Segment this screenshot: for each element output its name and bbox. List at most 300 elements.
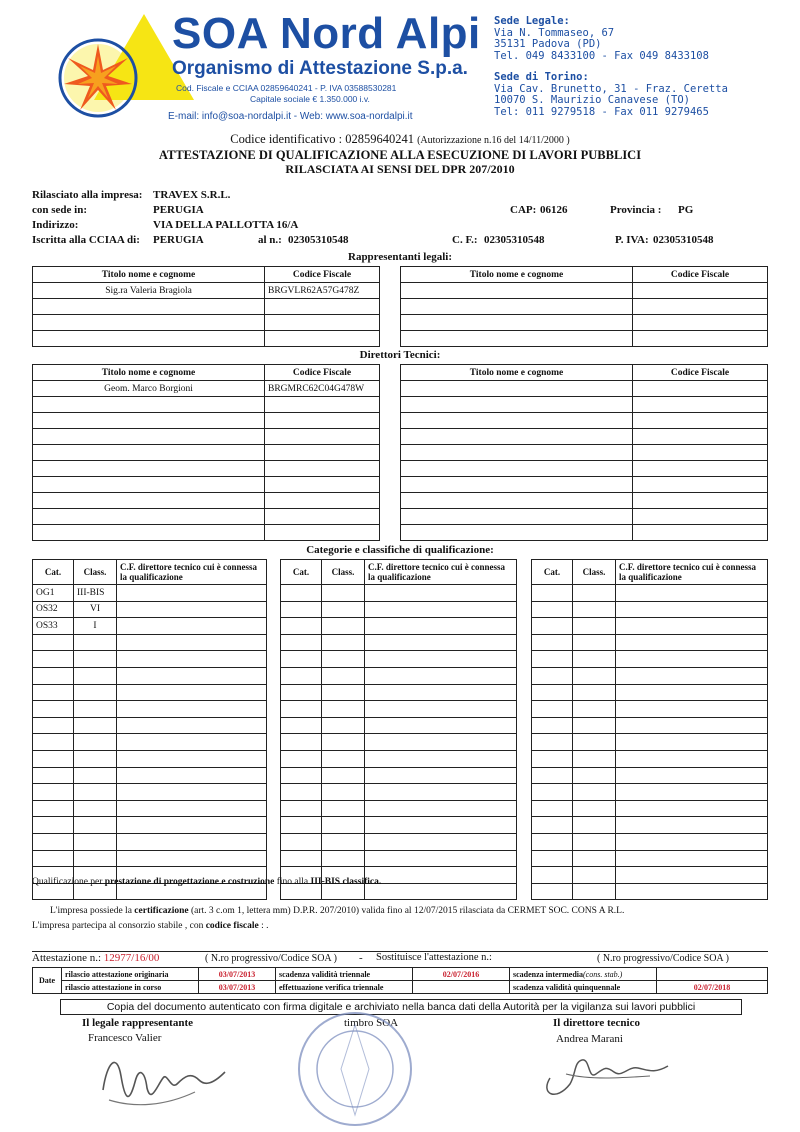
empty-cell [33, 767, 74, 784]
table-row [401, 461, 768, 477]
empty-cell [616, 601, 768, 618]
empty-cell [401, 493, 633, 509]
empty-cell [265, 397, 380, 413]
empty-cell [33, 397, 265, 413]
table-row [33, 981, 768, 994]
empty-cell [281, 684, 322, 701]
empty-cell [33, 717, 74, 734]
consorzio-note [32, 921, 269, 931]
aln-label: al n.: [258, 234, 282, 246]
empty-cell [33, 445, 265, 461]
empty-cell [281, 800, 322, 817]
empty-cell [265, 525, 380, 541]
empty-cell [365, 634, 517, 651]
col-name-header: Titolo nome e cognome [401, 267, 633, 283]
empty-cell [573, 734, 616, 751]
empty-cell [616, 684, 768, 701]
table-row [532, 784, 768, 801]
empty-cell [322, 800, 365, 817]
empty-cell [322, 618, 365, 635]
empty-cell [365, 817, 517, 834]
rep-name [401, 299, 633, 315]
empty-cell [616, 651, 768, 668]
table-row [532, 601, 768, 618]
empty-cell [616, 618, 768, 635]
table-row [281, 601, 517, 618]
date-value-cell: 03/07/2013 [199, 981, 276, 994]
director-name: Andrea Marani [556, 1033, 623, 1045]
table-row [401, 429, 768, 445]
empty-cell [365, 750, 517, 767]
table-row [281, 684, 517, 701]
empty-cell [365, 585, 517, 602]
legal-signature-icon [95, 1042, 235, 1112]
empty-cell [616, 734, 768, 751]
empty-cell [573, 817, 616, 834]
empty-cell [532, 883, 573, 900]
table-row [532, 717, 768, 734]
cf-cell [117, 618, 267, 635]
empty-cell [117, 717, 267, 734]
empty-cell [616, 701, 768, 718]
rep-name [401, 331, 633, 347]
empty-cell [117, 651, 267, 668]
aln-value: 02305310548 [288, 234, 349, 246]
empty-cell [322, 750, 365, 767]
empty-cell [532, 601, 573, 618]
empty-cell [281, 601, 322, 618]
table-row [33, 750, 267, 767]
empty-cell [532, 750, 573, 767]
empty-cell [532, 767, 573, 784]
empty-cell [365, 667, 517, 684]
empty-cell [33, 525, 265, 541]
categories-table-1 [32, 559, 267, 900]
code-label: Codice identificativo : [230, 132, 343, 146]
empty-cell [633, 381, 768, 397]
empty-cell [573, 585, 616, 602]
empty-cell [616, 634, 768, 651]
empty-cell [633, 461, 768, 477]
empty-cell [265, 493, 380, 509]
empty-cell [573, 767, 616, 784]
empty-cell [281, 585, 322, 602]
table-row [281, 701, 517, 718]
table-row [33, 445, 380, 461]
rep-cf [633, 283, 768, 299]
table-row [401, 381, 768, 397]
empty-cell [616, 585, 768, 602]
empty-cell [117, 684, 267, 701]
col-name-header: Titolo nome e cognome [33, 267, 265, 283]
empty-cell [74, 767, 117, 784]
date-label-cell: scadenza validità quinquennale [510, 981, 657, 994]
empty-cell [365, 734, 517, 751]
cf-cell [117, 585, 267, 602]
progressivo-2: ( N.ro progressivo/Codice SOA ) [597, 953, 729, 964]
empty-cell [616, 667, 768, 684]
col-class-header: Class. [322, 560, 365, 585]
table-row [281, 585, 517, 602]
logo-star-icon [56, 36, 140, 120]
empty-cell [573, 651, 616, 668]
empty-cell [281, 734, 322, 751]
fiscal-line: Cod. Fiscale e CCIAA 02859640241 - P. IVA 03588530281 [176, 83, 397, 93]
empty-rows [33, 634, 267, 900]
table-row [33, 315, 380, 331]
empty-cell [532, 833, 573, 850]
qualif-mid: fino alla [276, 877, 309, 887]
director-title: Il direttore tecnico [553, 1017, 640, 1029]
table-row [532, 883, 768, 900]
cciaa-label: Iscritta alla CCIAA di: [32, 234, 140, 246]
empty-cell [573, 684, 616, 701]
empty-rows [33, 397, 380, 541]
empty-cell [532, 634, 573, 651]
table-row [281, 634, 517, 651]
sede-value: PERUGIA [153, 204, 204, 216]
empty-cell [322, 833, 365, 850]
empty-cell [117, 734, 267, 751]
empty-cell [117, 800, 267, 817]
empty-cell [33, 509, 265, 525]
empty-cell [532, 585, 573, 602]
empty-cell [573, 883, 616, 900]
col-cat-header: Cat. [532, 560, 573, 585]
qualif-bold: prestazione di progettazione e costruzione [104, 877, 275, 887]
empty-cell [74, 833, 117, 850]
empty-cell [365, 784, 517, 801]
empty-cell [117, 701, 267, 718]
empty-cell [365, 684, 517, 701]
date-value-cell [657, 968, 768, 981]
empty-cell [616, 800, 768, 817]
consorzio-pre: L'impresa partecipa al consorzio stabile [32, 921, 183, 931]
table-row [532, 750, 768, 767]
directors-title: Direttori Tecnici: [359, 349, 441, 361]
empty-cell [281, 850, 322, 867]
document-title: ATTESTAZIONE DI QUALIFICAZIONE ALLA ESECUZIONE DI LAVORI PUBBLICI [158, 148, 642, 162]
indirizzo-label: Indirizzo: [32, 219, 79, 231]
empty-cell [532, 800, 573, 817]
empty-cell [281, 833, 322, 850]
table-row [33, 618, 267, 635]
code-line [0, 132, 800, 147]
empty-cell [401, 525, 633, 541]
empty-cell [322, 634, 365, 651]
table-row [281, 651, 517, 668]
empty-cell [365, 800, 517, 817]
table-row [33, 651, 267, 668]
empty-cell [365, 618, 517, 635]
representatives-title: Rappresentanti legali: [348, 251, 452, 263]
empty-cell [74, 684, 117, 701]
table-row [532, 684, 768, 701]
empty-cell [74, 800, 117, 817]
col-cf-header: Codice Fiscale [633, 267, 768, 283]
col-class-header: Class. [74, 560, 117, 585]
empty-cell [33, 429, 265, 445]
empty-cell [365, 701, 517, 718]
cciaa-value: PERUGIA [153, 234, 204, 246]
representatives-table-right [400, 266, 768, 347]
representatives-table-left [32, 266, 380, 347]
table-row [33, 283, 380, 299]
empty-cell [117, 634, 267, 651]
document-subtitle: RILASCIATA AI SENSI DEL DPR 207/2010 [285, 162, 515, 176]
empty-cell [401, 477, 633, 493]
director-signature-icon [530, 1044, 680, 1104]
rep-cf [265, 315, 380, 331]
empty-cell [616, 850, 768, 867]
empty-rows [532, 585, 768, 900]
categories-table-3 [531, 559, 768, 900]
table-row [33, 667, 267, 684]
empty-cell [74, 717, 117, 734]
empty-cell [265, 413, 380, 429]
table-row [33, 413, 380, 429]
table-row [401, 299, 768, 315]
empty-cell [322, 601, 365, 618]
col-cf-header: C.F. direttore tecnico cui è connessa la qualificazione [117, 560, 267, 585]
empty-cell [74, 734, 117, 751]
empty-cell [573, 667, 616, 684]
table-row [33, 509, 380, 525]
empty-cell [281, 634, 322, 651]
categories-title: Categorie e classifiche di qualificazione: [306, 544, 494, 556]
certificazione-note [50, 906, 624, 916]
date-label: Date [33, 968, 62, 994]
empty-cell [573, 784, 616, 801]
cert-post: (art. 3 c.om 1, lettera mm) D.P.R. 207/2010) valida fino al 12/07/2015 rilasciata da CERMET SOC. CONS A R.L. [191, 906, 625, 916]
categories-table-2 [280, 559, 517, 900]
cap-label: CAP: [510, 204, 537, 216]
col-cf-header: Codice Fiscale [265, 267, 380, 283]
empty-cell [322, 717, 365, 734]
code-value: 02859640241 [345, 132, 414, 146]
empty-cell [532, 717, 573, 734]
date-label-cell: rilascio attestazione in corso [62, 981, 199, 994]
empty-cell [532, 618, 573, 635]
col-cf-header: Codice Fiscale [633, 365, 768, 381]
sede-legale-line: Tel. 049 8433100 - Fax 049 8433108 [494, 49, 709, 62]
class-cell: I [74, 618, 117, 635]
col-cf-header: C.F. direttore tecnico cui è connessa la qualificazione [616, 560, 768, 585]
indirizzo-value: VIA DELLA PALLOTTA 16/A [153, 219, 299, 231]
att-dash: - [359, 952, 363, 964]
cert-bold: certificazione [134, 906, 189, 916]
empty-cell [573, 850, 616, 867]
empty-cell [365, 651, 517, 668]
empty-cell [322, 585, 365, 602]
empty-cell [117, 784, 267, 801]
empty-cell [616, 750, 768, 767]
sede-legale-line: Via N. Tommaseo, 67 [494, 26, 615, 39]
table-row [532, 634, 768, 651]
empty-cell [573, 701, 616, 718]
empty-cell [281, 817, 322, 834]
table-row [33, 684, 267, 701]
col-cat-header: Cat. [33, 560, 74, 585]
empty-cell [322, 701, 365, 718]
empty-cell [74, 634, 117, 651]
empty-cell [401, 429, 633, 445]
rep-cf [265, 331, 380, 347]
date-value-cell: 03/07/2013 [199, 968, 276, 981]
qualificazione-note [32, 877, 381, 887]
empty-cell [365, 850, 517, 867]
empty-cell [33, 461, 265, 477]
empty-cell [33, 701, 74, 718]
table-row [401, 331, 768, 347]
date-value-cell: 02/07/2018 [657, 981, 768, 994]
empty-cell [281, 750, 322, 767]
empty-cell [33, 734, 74, 751]
empty-cell [117, 767, 267, 784]
table-row [281, 734, 517, 751]
table-row [401, 397, 768, 413]
table-row [33, 477, 380, 493]
empty-cell [573, 800, 616, 817]
brand-subtitle: Organismo di Attestazione S.p.a. [172, 58, 468, 79]
table-row [401, 413, 768, 429]
table-row [281, 800, 517, 817]
table-row [33, 585, 267, 602]
empty-cell [281, 784, 322, 801]
brand-name: SOA Nord Alpi [172, 9, 481, 58]
empty-cell [33, 667, 74, 684]
empty-cell [281, 651, 322, 668]
director-cf: BRGMRC62C04G478W [265, 381, 380, 397]
director-name: Geom. Marco Borgioni [33, 381, 265, 397]
table-row [281, 850, 517, 867]
empty-cell [281, 767, 322, 784]
sede-torino-line: Via Cav. Brunetto, 31 - Fraz. Ceretta [494, 82, 728, 95]
empty-cell [616, 784, 768, 801]
empty-cell [117, 667, 267, 684]
rep-name: Sig.ra Valeria Bragiola [33, 283, 265, 299]
cat-cell: OS33 [33, 618, 74, 635]
empty-cell [532, 817, 573, 834]
directors-table-left [32, 364, 380, 541]
empty-cell [616, 817, 768, 834]
empty-cell [365, 717, 517, 734]
empty-cell [74, 817, 117, 834]
empty-cell [633, 445, 768, 461]
date-value-cell: 02/07/2016 [413, 968, 510, 981]
empty-cell [74, 701, 117, 718]
capital-line: Capitale sociale € 1.350.000 i.v. [250, 94, 370, 104]
rilasciato-label: Rilasciato alla impresa: [32, 189, 143, 201]
table-row [532, 833, 768, 850]
empty-cell [616, 883, 768, 900]
table-row [401, 477, 768, 493]
rep-cf: BRGVLR62A57G478Z [265, 283, 380, 299]
att-num-value: 12977/16/00 [103, 952, 160, 964]
cap-value: 06126 [540, 204, 568, 216]
table-row [532, 800, 768, 817]
table-row [33, 461, 380, 477]
provincia-value: PG [678, 204, 694, 216]
empty-cell [573, 634, 616, 651]
rep-cf [265, 299, 380, 315]
empty-cell [74, 651, 117, 668]
table-row [33, 800, 267, 817]
col-name-header: Titolo nome e cognome [401, 365, 633, 381]
table-row [281, 817, 517, 834]
empty-cell [616, 767, 768, 784]
legal-name: Francesco Valier [88, 1032, 162, 1044]
empty-cell [573, 867, 616, 884]
empty-cell [532, 667, 573, 684]
qualif-pre: Qualificazione per [32, 877, 103, 887]
empty-cell [33, 651, 74, 668]
empty-cell [281, 618, 322, 635]
empty-cell [365, 767, 517, 784]
empty-cell [532, 850, 573, 867]
empty-cell [401, 413, 633, 429]
table-row [532, 618, 768, 635]
qualif-class: III-BIS classifica. [310, 877, 382, 887]
table-row [33, 968, 768, 981]
empty-cell [281, 667, 322, 684]
table-row [281, 717, 517, 734]
empty-cell [33, 784, 74, 801]
sede-legale [494, 16, 709, 62]
empty-cell [117, 833, 267, 850]
cf-value: 02305310548 [484, 234, 545, 246]
empty-cell [281, 701, 322, 718]
code-note: (Autorizzazione n.16 del 14/11/2000 ) [417, 135, 570, 146]
table-row [532, 850, 768, 867]
empty-cell [322, 684, 365, 701]
empty-cell [573, 601, 616, 618]
empty-cell [117, 750, 267, 767]
sede-legale-line: 35131 Padova (PD) [494, 38, 602, 50]
empty-cell [33, 817, 74, 834]
sede-torino-line: Tel: 011 9279518 - Fax 011 9279465 [494, 105, 709, 118]
sede-torino-line: 10070 S. Maurizio Canavese (TO) [494, 94, 690, 106]
table-row [401, 445, 768, 461]
sede-label: con sede in: [32, 204, 87, 216]
empty-cell [532, 684, 573, 701]
empty-cell [322, 767, 365, 784]
empty-cell [532, 701, 573, 718]
consorzio-post: : . [261, 921, 269, 931]
table-row [33, 833, 267, 850]
empty-cell [265, 477, 380, 493]
empty-rows [401, 381, 768, 541]
empty-cell [33, 850, 74, 867]
company-name: TRAVEX S.R.L. [153, 189, 231, 201]
table-row [33, 634, 267, 651]
provincia-label: Provincia : [610, 204, 662, 216]
empty-cell [401, 445, 633, 461]
empty-cell [33, 634, 74, 651]
rep-name [33, 315, 265, 331]
empty-cell [633, 397, 768, 413]
table-row [532, 585, 768, 602]
rep-cf [633, 299, 768, 315]
empty-cell [616, 717, 768, 734]
col-cf-header: C.F. direttore tecnico cui è connessa la qualificazione [365, 560, 517, 585]
table-row [281, 618, 517, 635]
empty-cell [265, 429, 380, 445]
rep-name [33, 331, 265, 347]
attestation-line [32, 952, 159, 964]
empty-cell [401, 381, 633, 397]
empty-cell [573, 618, 616, 635]
